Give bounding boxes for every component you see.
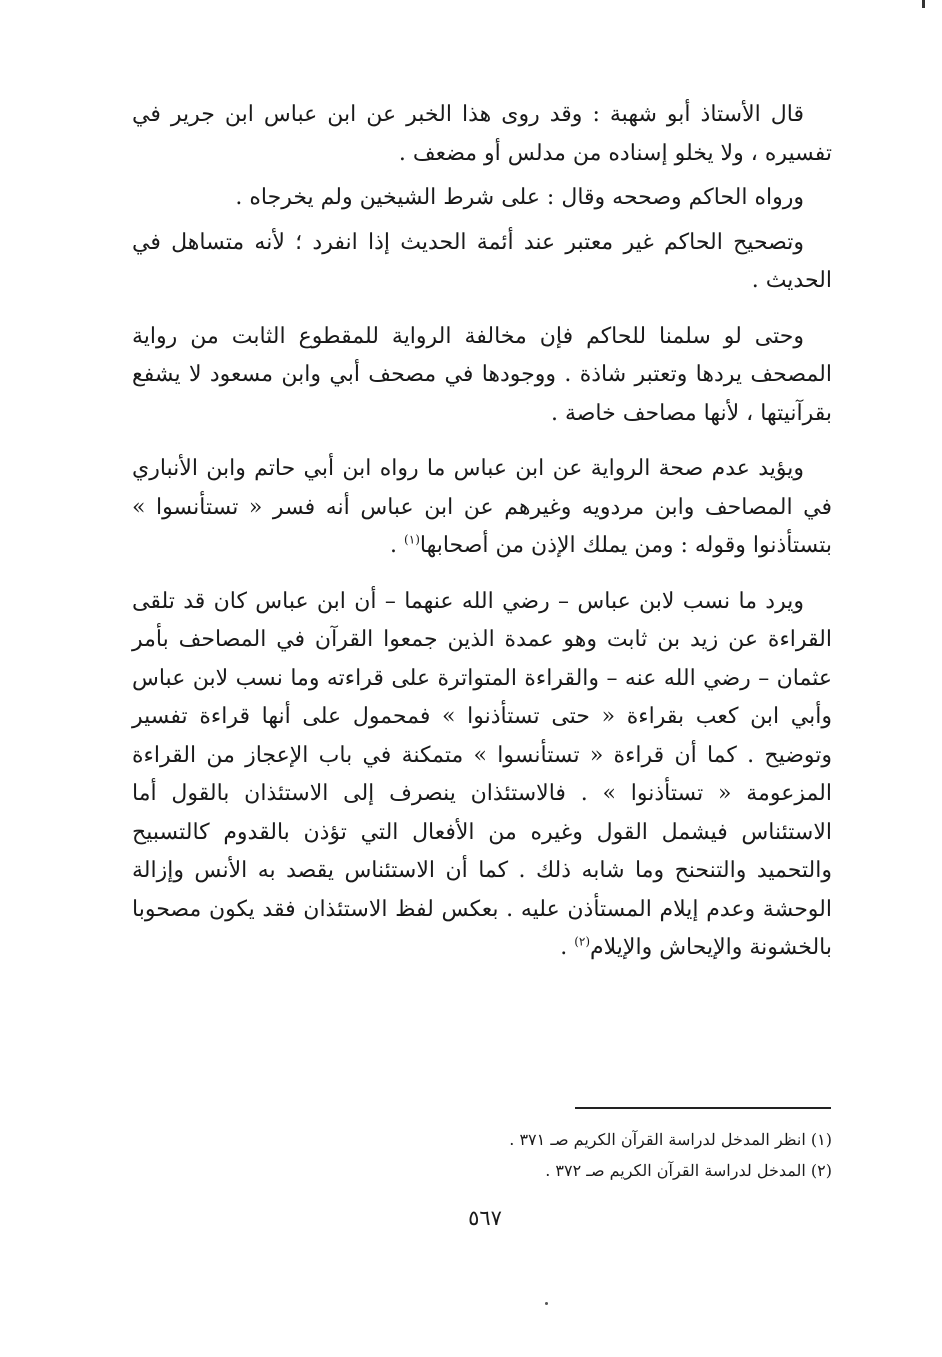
- paragraph-abu-shahba: قال الأستاذ أبو شهبة : وقد روى هذا الخبر عن ابن عباس ابن جرير في تفسيره ، ولا يخلو إسناده من مدلس أو مضعف .: [132, 102, 832, 166]
- page-number: ٥٦٧: [468, 1206, 502, 1230]
- scan-corner-mark: [922, 0, 925, 8]
- footnote-1-text: انظر المدخل لدراسة القرآن الكريم صـ ٣٧١ .: [509, 1130, 806, 1149]
- footnote-separator: [575, 1107, 831, 1109]
- paragraph-even-if-conceded: وحتى لو سلمنا للحاكم فإن مخالفة الرواية للمقطوع الثابت من رواية المصحف يردها وتعتبر شاذة . ووجودها في مصحف أبي وابن مسعود لا يشفع بقرآنيتها ، لأنها مصاحف خاصة .: [132, 323, 832, 426]
- paragraph-supporting-evidence: [132, 450, 832, 566]
- paragraph-hakim-authentication: وتصحيح الحاكم غير معتبر عند أئمة الحديث إذا انفرد ؛ لأنه متساهل في الحديث .: [132, 229, 832, 293]
- footnote-1-marker: (١): [810, 1130, 832, 1149]
- paragraph-refutation: [132, 583, 832, 968]
- footnote-2-text: المدخل لدراسة القرآن الكريم صـ ٣٧٢ .: [545, 1161, 806, 1180]
- main-text: [132, 96, 832, 985]
- sentence-end-1: .: [390, 533, 405, 558]
- paragraph-supporting-evidence-text: ويؤيد عدم صحة الرواية عن ابن عباس ما رواه ابن أبي حاتم وابن الأنباري في المصاحف وابن مردويه وغيرهم عن ابن عباس أنه فسر « تستأنسوا » بتستأذنوا وقوله : ومن يملك الإذن من أصحابها: [132, 456, 832, 558]
- footnote-2-marker: (٢): [810, 1161, 832, 1180]
- footnote-reference-2: (٢): [574, 934, 591, 949]
- sentence-end-2: .: [560, 935, 575, 960]
- paragraph-refutation-text: ويرد ما نسب لابن عباس – رضي الله عنهما – أن ابن عباس كان قد تلقى القراءة عن زيد بن ثابت وهو عمدة الذين جمعوا القرآن في المصاحف بأمر عثمان – رضي الله عنه – والقراءة المتواترة على قراءته وما نسب لابن عباس وأبي ابن كعب بقراءة « حتى تستأذنوا » فمحمول على أنها قراءة تفسير وتوضيح . كما أن قراءة « تستأنسوا » متمكنة في باب الإعجاز من القراءة المزعومة « تستأذنوا » . فالاستئذان ينصرف إلى الاستئذان بالقول أما الاستئناس فيشمل القول وغيره من الأفعال التي تؤذن بالقدوم كالتسبيح والتحميد والتنحنح وما شابه ذلك . كما أن الاستئناس يقصد به الأنس وإزالة الوحشة وعدم إيلام المستأذن عليه . بعكس لفظ الاستئذان فقد يكون مصحوبا بالخشونة والإيحاش والإيلام: [132, 588, 832, 960]
- paragraph-hakim-narration: ورواه الحاكم وصححه وقال : على شرط الشيخين ولم يخرجاه .: [235, 185, 804, 210]
- footnote-reference-1: (١): [404, 532, 420, 547]
- footnotes: [440, 1124, 832, 1186]
- scan-speck: [545, 1302, 548, 1305]
- footnote-1: [440, 1124, 832, 1155]
- footnote-2: [440, 1155, 832, 1186]
